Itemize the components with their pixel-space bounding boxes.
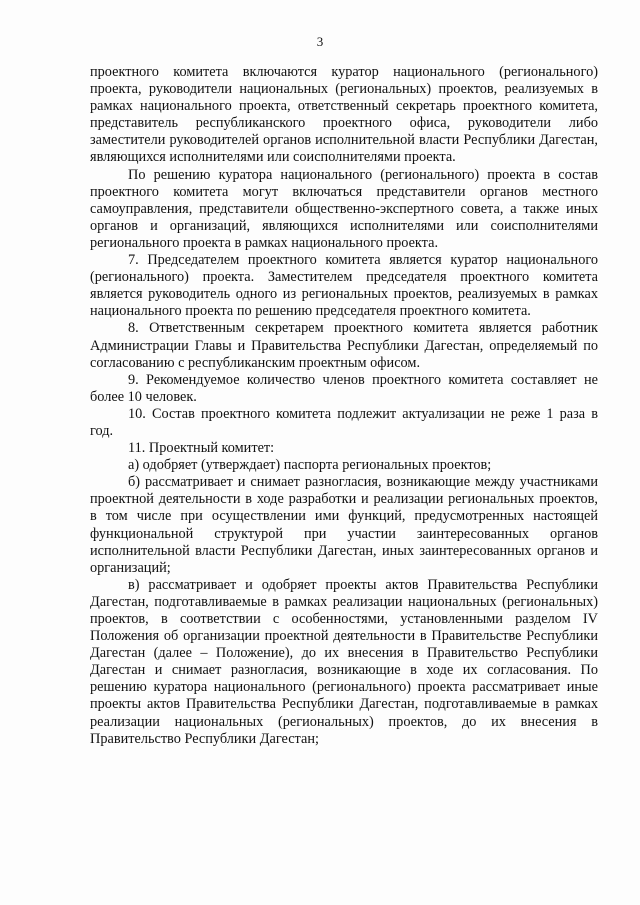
paragraph: 11. Проектный комитет: [128,440,275,457]
paragraph: 7. Председателем проектного комитета является куратор национального (регионального) проекта. Заместителем председателя проектного комитета является руководитель одного из региональных проектов, реализуемых в рамках национального проекта по решению председателя проектного комитета. [90,252,598,320]
paragraph: 8. Ответственным секретарем проектного комитета является работник Администрации Главы и Правительства Республики Дагестан, определяемый по согласованию с республиканским проектным офисом. [90,320,598,371]
paragraph: а) одобряет (утверждает) паспорта региональных проектов; [128,457,492,474]
paragraph: б) рассматривает и снимает разногласия, возникающие между участниками проектной деятельности в ходе разработки и реализации региональных проектов, в том числе при осуществлении ими функций, предусмотренных настоящей функциональной структурой при участии заинтересованных органов исполнительной власти Республики Дагестан, иных заинтересованных органов и организаций; [90,474,598,576]
paragraph: 9. Рекомендуемое количество членов проектного комитета составляет не более 10 человек. [90,371,598,405]
page-number: 3 [316,34,324,49]
paragraph: По решению куратора национального (регионального) проекта в состав проектного комитета могут включаться представители органов местного самоуправления, представители общественно-экспертного совета, а также иных органов и организаций, являющихся исполнителями или соисполнителями регионального проекта в рамках национального проекта. [90,166,598,251]
paragraph: 10. Состав проектного комитета подлежит актуализации не реже 1 раза в год. [90,405,598,439]
paragraph: в) рассматривает и одобряет проекты актов Правительства Республики Дагестан, подготавливаемые в рамках реализации национальных (региональных) проектов, в соответствии с особенностями, установленными разделом IV Положения об организации проектной деятельности в Правительстве Республики Дагестан (далее – Положение), до их внесения в Правительство Республики Дагестан и снимает разногласия, возникающие в ходе их согласования. По решению куратора национального (регионального) проекта рассматривает иные проекты актов Правительства Республики Дагестан, подготавливаемые в рамках реализации национальных (региональных) проектов, до их внесения в Правительство Республики Дагестан; [90,576,598,747]
paragraph: проектного комитета включаются куратор национального (регионального) проекта, руководители национальных (региональных) проектов, реализуемых в рамках национального проекта, ответственный секретарь проектного комитета, представитель республиканского проектного офиса, руководители либо заместители руководителей органов исполнительной власти Республики Дагестан, являющихся исполнителями или соисполнителями проекта. [90,64,598,166]
document-body [90,64,598,748]
